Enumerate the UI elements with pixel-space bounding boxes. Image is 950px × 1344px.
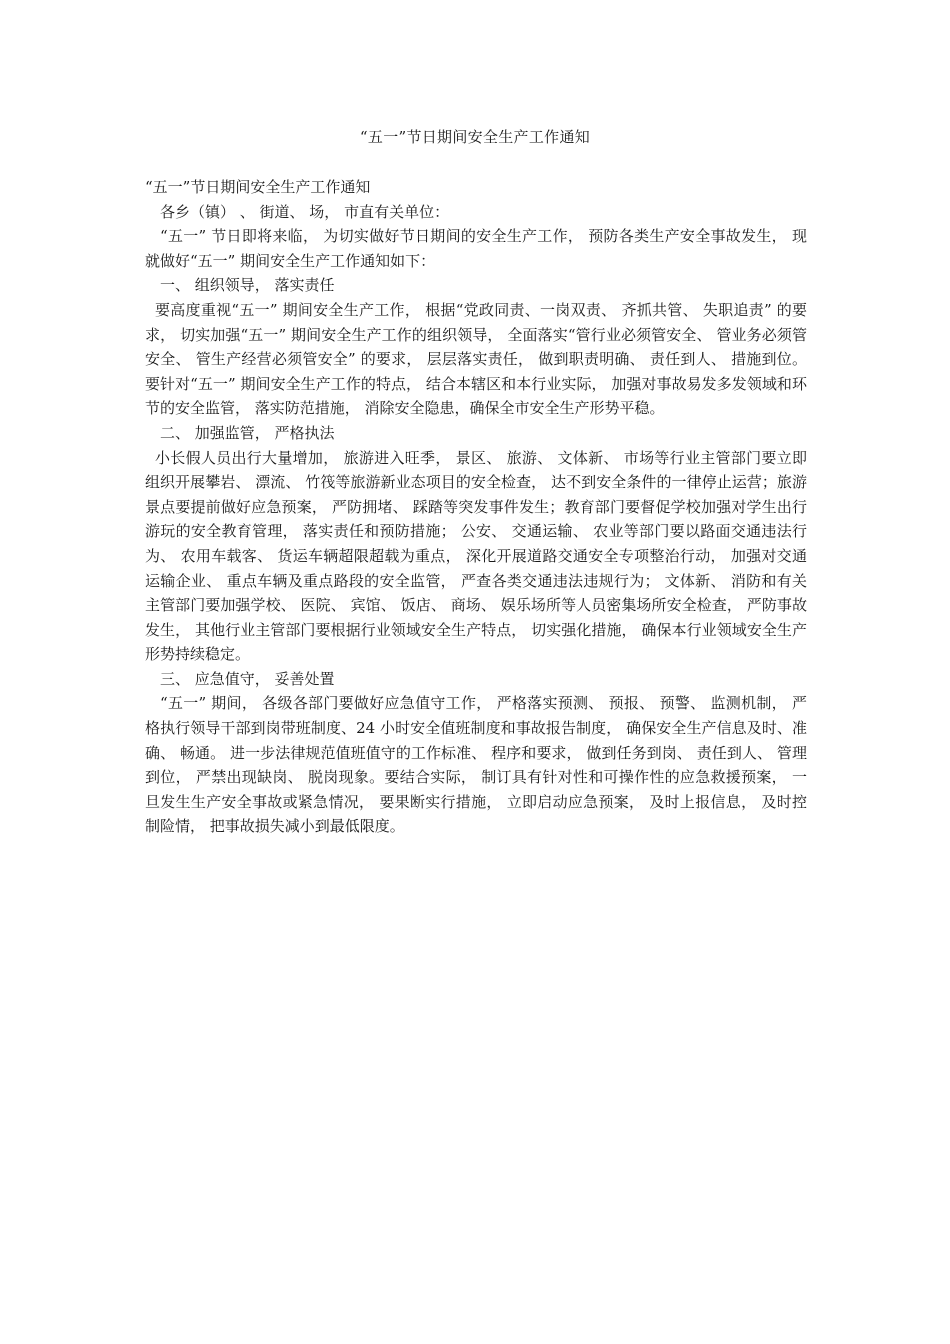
body-heading: “五一”节日期间安全生产工作通知 [145,178,371,196]
document-body [145,175,807,839]
intro-paragraph: “五一” 节日即将来临， 为切实做好节日期间的安全生产工作， 预防各类生产安全事故发生， 现就做好“五一” 期间安全生产工作通知如下： [145,227,807,270]
section-heading-2: 二、 加强监管， 严格执法 [160,423,335,442]
page-title: “五一”节日期间安全生产工作通知 [359,128,591,146]
section-heading-3: 三、 应急值守， 妥善处置 [160,669,335,688]
salutation: 各乡（镇） 、 街道、 场， 市直有关单位： [160,202,450,221]
section-paragraph-3: “五一” 期间， 各级各部门要做好应急值守工作， 严格落实预测、 预报、 预警、 监测机制， 严格执行领导干部到岗带班制度、24 小时安全值班制度和事故报告制度， 确保安全生产信息及时、准确、 畅通。 进一步法律规范值班值守的工作标准、 程序和要求， 做到任务到岗、 责任到人、 管理到位， 严禁出现缺岗、 脱岗现象。要结合实际， 制订具有针对性和可操作性的应急救援预案， 一旦发生生产安全事故或紧急情况， 要果断实行措施， 立即启动应急预案， 及时上报信息， 及时控制险情， 把事故损失减小到最低限度。 [145,694,807,836]
section-heading-1: 一、 组织领导， 落实责任 [160,276,335,295]
section-paragraph-2: 小长假人员出行大量增加， 旅游进入旺季， 景区、 旅游、 文体新、 市场等行业主管部门要立即组织开展攀岩、 漂流、 竹筏等旅游新业态项目的安全检查， 达不到安全条件的一律停止运营；旅游景点要提前做好应急预案， 严防拥堵、 踩踏等突发事件发生；教育部门要督促学校加强对学生出行游玩的安全教育管理， 落实责任和预防措施； 公安、 交通运输、 农业等部门要以路面交通违法行为、 农用车载客、 货运车辆超限超载为重点， 深化开展道路交通安全专项整治行动， 加强对交通运输企业、 重点车辆及重点路段的安全监管， 严查各类交通违法违规行为； 文体新、 消防和有关主管部门要加强学校、 医院、 宾馆、 饭店、 商场、 娱乐场所等人员密集场所安全检查， 严防事故发生， 其他行业主管部门要根据行业领域安全生产特点， 切实强化措施， 确保本行业领域安全生产形势持续稳定。 [145,448,807,664]
section-paragraph-1: 要高度重视“五一” 期间安全生产工作， 根据“党政同责、一岗双责、 齐抓共管、 失职追责” 的要求， 切实加强“五一” 期间安全生产工作的组织领导， 全面落实“管行业必须管安全、 管业务必须管安全、 管生产经营必须管安全” 的要求， 层层落实责任， 做到职责明确、 责任到人、 措施到位。 要针对“五一” 期间安全生产工作的特点， 结合本辖区和本行业实际， 加强对事故易发多发领域和环节的安全监管， 落实防范措施， 消除安全隐患，确保全市安全生产形势平稳。 [145,300,807,418]
